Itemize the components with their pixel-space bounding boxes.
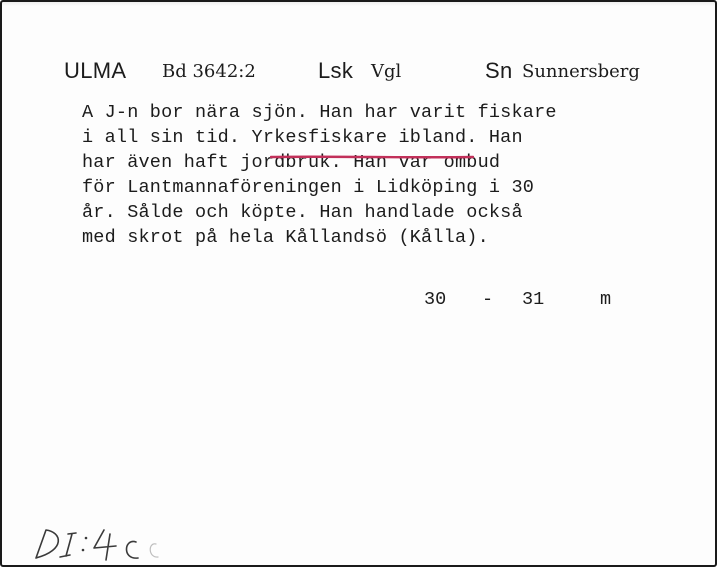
gender-mark: m	[600, 289, 612, 310]
top-edge-shadow	[2, 2, 715, 6]
province-value: Vgl	[371, 61, 402, 82]
card-body-text	[82, 100, 702, 250]
body-line-1: A J-n bor nära sjön. Han har varit fiskare	[82, 102, 557, 123]
parish-label: Sn	[485, 58, 513, 83]
card-header	[64, 58, 675, 90]
body-line-3: har även haft jordbruk. Han var ombud	[82, 152, 501, 173]
body-line-6: med skrot på hela Kållandsö (Kålla).	[82, 227, 489, 248]
body-line-4: för Lantmannaföreningen i Lidköping i 30	[82, 177, 535, 198]
age-range-row	[424, 289, 644, 315]
parish-value: Sunnersberg	[522, 61, 640, 82]
age-from: 30	[424, 289, 447, 310]
age-dash: -	[482, 289, 494, 310]
record-number: Bd 3642:2	[162, 61, 256, 82]
body-line-5: år. Sålde och köpte. Han handlade också	[82, 202, 523, 223]
body-line-2: i all sin tid. Yrkesfiskare ibland. Han	[82, 127, 523, 148]
handwritten-annotation	[16, 522, 186, 566]
province-label: Lsk	[318, 58, 354, 83]
archive-name: ULMA	[64, 58, 127, 83]
red-underline-mark	[270, 155, 474, 159]
age-to: 31	[522, 289, 545, 310]
